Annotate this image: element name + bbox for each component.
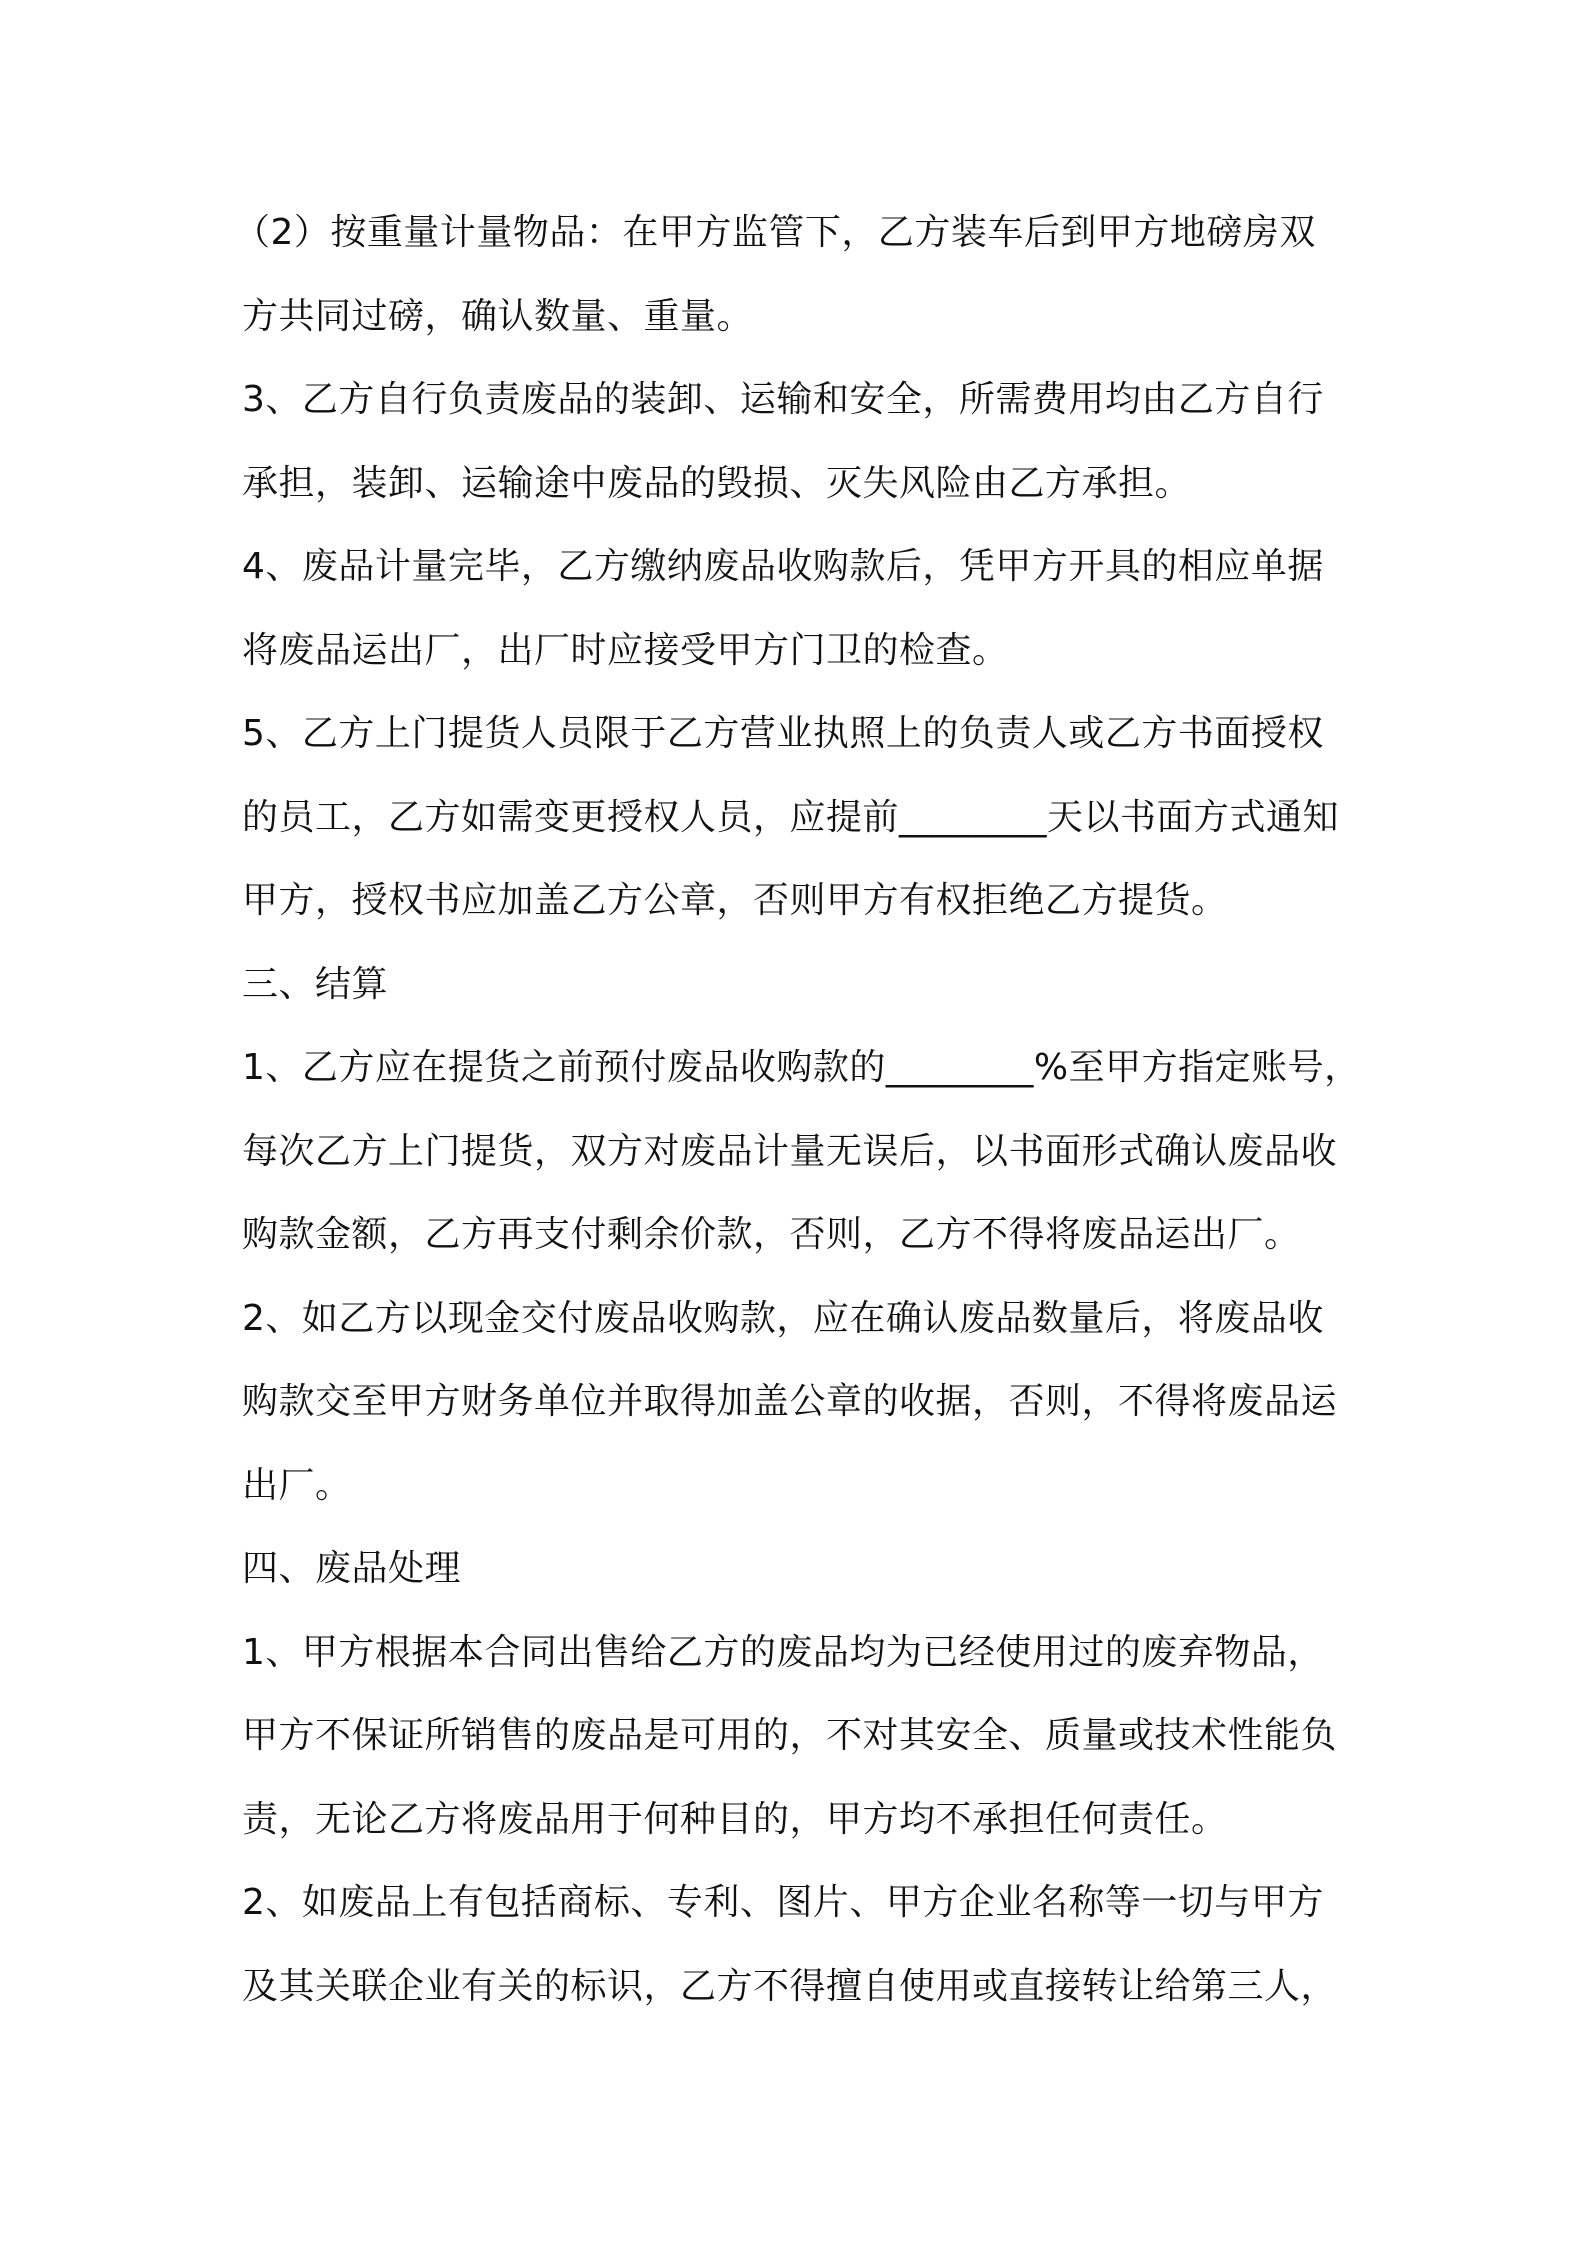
text-line: 责，无论乙方将废品用于何种目的，甲方均不承担任何责任。: [242, 1798, 1228, 1840]
text-line: （2）按重量计量物品：在甲方监管下，乙方装车后到甲方地磅房双: [234, 212, 1316, 253]
text-line: 将废品运出厂，出厂时应接受甲方门卫的检查。: [242, 629, 1009, 671]
text-line: 甲方，授权书应加盖乙方公章，否则甲方有权拒绝乙方提货。: [242, 880, 1228, 921]
text-line: 的员工，乙方如需变更授权人员，应提前________天以书面方式通知: [242, 796, 1340, 838]
text-line: 1、甲方根据本合同出售给乙方的废品均为已经使用过的废弃物品，: [242, 1631, 1324, 1673]
text-line: 方共同过磅，确认数量、重量。: [242, 295, 754, 337]
text-line: 5、乙方上门提货人员限于乙方营业执照上的负责人或乙方书面授权: [242, 713, 1324, 754]
text-line: 4、废品计量完毕，乙方缴纳废品收购款后，凭甲方开具的相应单据: [242, 546, 1324, 587]
text-line: 购款金额，乙方再支付剩余价款，否则，乙方不得将废品运出厂。: [242, 1214, 1301, 1255]
text-line: 甲方不保证所销售的废品是可用的，不对其安全、质量或技术性能负: [242, 1715, 1338, 1756]
text-line: 承担，装卸、运输途中废品的毁损、灭失风险由乙方承担。: [242, 462, 1192, 504]
section-heading: 四、废品处理: [242, 1548, 462, 1589]
text-line: 2、如废品上有包括商标、专利、图片、甲方企业名称等一切与甲方: [242, 1882, 1324, 1923]
text-line: 3、乙方自行负责废品的装卸、运输和安全，所需费用均由乙方自行: [242, 379, 1324, 420]
document-body: [234, 198, 1372, 2035]
text-line: 出厂。: [242, 1464, 352, 1506]
text-line: 2、如乙方以现金交付废品收购款，应在确认废品数量后，将废品收: [242, 1297, 1324, 1339]
section-heading: 三、结算: [242, 963, 389, 1005]
text-line: 每次乙方上门提货，双方对废品计量无误后，以书面形式确认废品收: [242, 1130, 1338, 1172]
text-line: 购款交至甲方财务单位并取得加盖公章的收据，否则，不得将废品运: [242, 1381, 1338, 1422]
text-line: 1、乙方应在提货之前预付废品收购款的________%至甲方指定账号，: [242, 1047, 1361, 1088]
text-line: 及其关联企业有关的标识，乙方不得擅自使用或直接转让给第三人，: [242, 1965, 1338, 2007]
